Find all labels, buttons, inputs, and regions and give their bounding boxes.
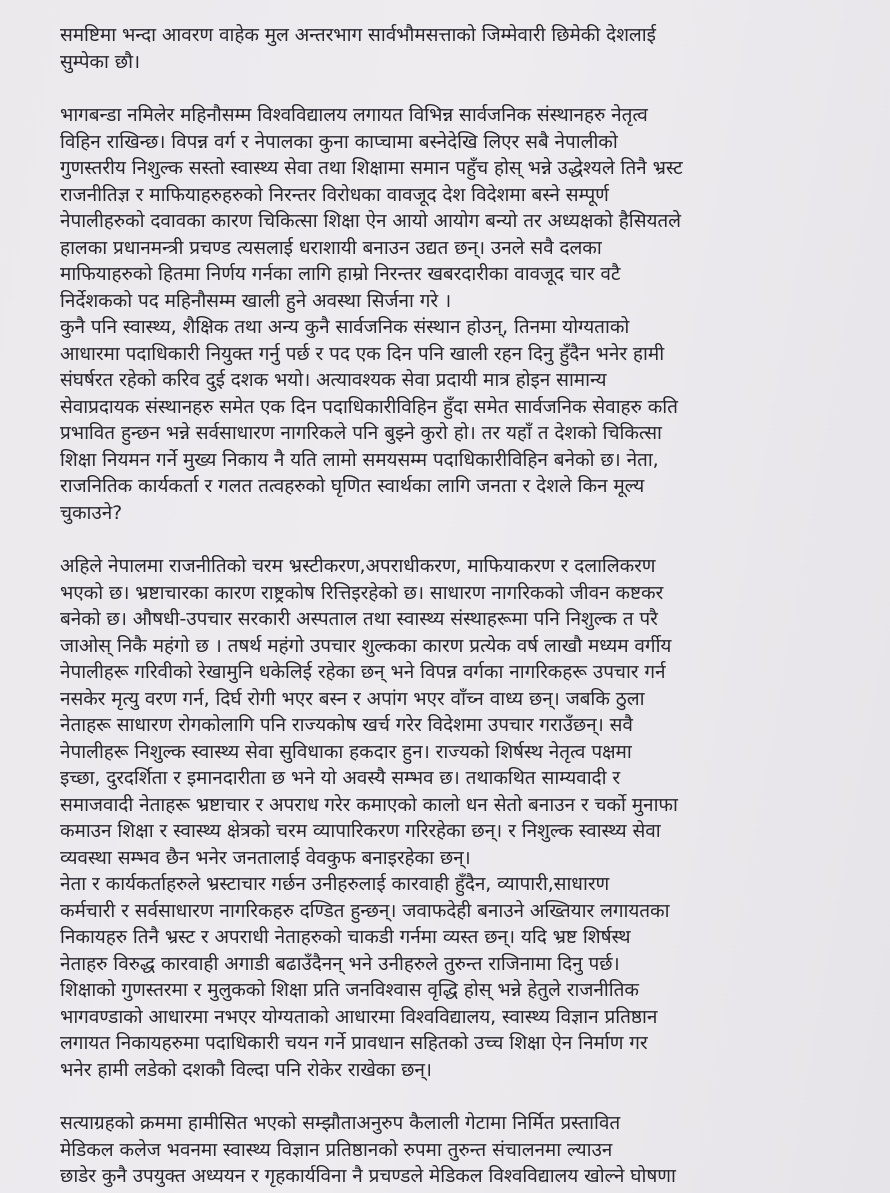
text-line: जाओस् निकै महंगो छ । तषर्थ महंगो उपचार शुल्कका कारण प्रत्येक वर्ष लाखौ मध्यम वर्गीय	[60, 634, 672, 657]
text-line: समाजवादी नेताहरू भ्रष्टाचार र अपराध गरेर कमाएको कालो धन सेतो बनाउन र चर्को मुनाफा	[60, 793, 678, 816]
document-body	[60, 22, 850, 1190]
text-line: आधारमा पदाधिकारी नियुक्त गर्नु पर्छ र पद एक दिन पनि खाली रहन दिनु हुँदैन भनेर हामी	[60, 342, 665, 365]
text-line: नेपालीहरू निशुल्क स्वास्थ्य सेवा सुविधाका हकदार हुन। राज्यको शिर्षस्थ नेतृत्व पक्षमा	[60, 740, 632, 763]
text-line: सुम्पेका छौ।	[60, 50, 140, 73]
text-line: हालका प्रधानमन्त्री प्रचण्ड त्यसलाई धराशायी बनाउन उद्यत छन्। उनले सवै दलका	[60, 236, 602, 259]
text-line: नसकेर मृत्यु वरण गर्न, दिर्घ रोगी भएर बस्न र अपांग भएर वाँच्न वाध्य छन्। जबकि ठुला	[60, 687, 645, 710]
text-line: गुणस्तरीय निशुल्क सस्तो स्वास्थ्य सेवा तथा शिक्षामा समान पहुँच होस् भन्ने उद्धेश्यले तिनै भ्रस्ट	[60, 157, 683, 179]
text-line: कमाउन शिक्षा र स्वास्थ्य क्षेत्रको चरम व्यापारिकरण गरिरहेका छन्। र निशुल्क स्वास्थ्य सेवा	[60, 820, 661, 842]
text-line: नेताहरु विरुद्ध कारवाही अगाडी बढाउँदैनन् भने उनीहरुले तुरुन्त राजिनामा दिनु पर्छ।	[60, 952, 620, 975]
text-line: सेवाप्रदायक संस्थानहरु समेत एक दिन पदाधिकारीविहिन हुँदा समेत सार्वजनिक सेवाहरु कति	[60, 395, 678, 418]
text-line: प्रभावित हुन्छन भन्ने सर्वसाधारण नागरिकले पनि बुझ्ने कुरो हो। तर यहाँ त देशको चिकित्सा	[60, 422, 662, 444]
text-line: भएको छ। भ्रष्टाचारका कारण राष्ट्रकोष रित्तिइरहेको छ। साधारण नागरिकको जीवन कष्टकर	[60, 581, 664, 604]
text-line: बनेको छ। औषधी-उपचार सरकारी अस्पताल तथा स्वास्थ्य संस्थाहरूमा पनि निशुल्क त परै	[60, 608, 658, 630]
text-line: शिक्षा नियमन गर्ने मुख्य निकाय नै यति लामो समयसम्म पदाधिकारीविहिन बनेको छ। नेता,	[60, 448, 659, 471]
text-line: मेडिकल कलेज भवनमा स्वास्थ्य विज्ञान प्रतिष्ठानको रुपमा तुरुन्त संचालनमा ल्याउन	[60, 1138, 613, 1161]
text-line: शिक्षाको गुणस्तरमा र मुलुकको शिक्षा प्रति जनविश्वास वृद्धि होस् भन्ने हेतुले राजनीतिक	[60, 979, 639, 1001]
text-line: भनेर हामी लडेको दशकौ विल्दा पनि रोकेर राखेका छन्।	[60, 1058, 432, 1081]
text-line: सत्याग्रहको क्रममा हामीसित भएको सम्झौताअनुरुप कैलाली गेटामा निर्मित प्रस्तावित	[60, 1112, 621, 1134]
text-line: चुकाउने?	[60, 501, 123, 524]
text-line: निकायहरु तिनै भ्रस्ट र अपराधी नेताहरुको चाकडी गर्नमा व्यस्त छन्। यदि भ्रष्ट शिर्षस्थ	[60, 926, 631, 948]
text-line: निर्देशकको पद महिनौसम्म खाली हुने अवस्था सिर्जना गरे ।	[60, 289, 452, 312]
text-line: राजनीतिज्ञ र माफियाहरुहरुको निरन्तर विरोधका वावजूद देश विदेशमा बस्ने सम्पूर्ण	[60, 183, 609, 206]
paragraph-1	[60, 22, 850, 75]
text-line: छाडेर कुनै उपयुक्त अध्ययन र गृहकार्यविना नै प्रचण्डले मेडिकल विश्वविद्यालय खोल्ने घोषणा	[60, 1165, 676, 1187]
text-line: भागवण्डाको आधारमा नभएर योग्यताको आधारमा विश्वविद्यालय, स्वास्थ्य विज्ञान प्रतिष्ठान	[60, 1005, 658, 1028]
text-line: व्यवस्था सम्भव छैन भनेर जनतालाई वेवकुफ बनाइरहेका छन्।	[60, 846, 471, 869]
paragraph-gap	[60, 526, 850, 553]
paragraph-3	[60, 553, 850, 1083]
text-line: लगायत निकायहरुमा पदाधिकारी चयन गर्ने प्रावधान सहितको उच्च शिक्षा ऐन निर्माण गर	[60, 1032, 648, 1054]
paragraph-2	[60, 102, 850, 526]
text-line: नेपालीहरुको दवावका कारण चिकित्सा शिक्षा ऐन आयो आयोग बन्यो तर अध्यक्षको हैसियतले	[60, 210, 681, 232]
text-line: कुनै पनि स्वास्थ्य, शैक्षिक तथा अन्य कुनै सार्वजनिक संस्थान होउन्, तिनमा योग्यताको	[60, 316, 630, 338]
text-line: इच्छा, दुरदर्शिता र इमानदारीता छ भने यो अवस्यै सम्भव छ। तथाकथित साम्यवादी र	[60, 767, 621, 789]
text-line: भागबन्डा नमिलेर महिनौसम्म विश्वविद्यालय लगायत विभिन्न सार्वजनिक संस्थानहरु नेतृत्व	[60, 104, 648, 126]
text-line: कर्मचारी र सर्वसाधारण नागरिकहरु दण्डित हुन्छन्। जवाफदेही बनाउने अख्तियार लगायतका	[60, 899, 670, 922]
text-line: अहिले नेपालमा राजनीतिको चरम भ्रस्टीकरण,अपराधीकरण, माफियाकरण र दलालिकरण	[60, 555, 656, 577]
text-line: संघर्षरत रहेको करिव दुई दशक भयो। अत्यावश्यक सेवा प्रदायी मात्र होइन सामान्य	[60, 369, 607, 391]
text-line: नेपालीहरू गरिवीको रेखामुनि धकेलिई रहेका छन् भने विपन्न वर्गका नागरिकहरू उपचार गर्न	[60, 661, 666, 683]
paragraph-4	[60, 1110, 850, 1190]
text-line: नेता र कार्यकर्ताहरुले भ्रस्टाचार गर्छन उनीहरुलाई कारवाही हुँदैन, व्यापारी,साधारण	[60, 873, 610, 895]
text-line: माफियाहरुको हितमा निर्णय गर्नका लागि हाम्रो निरन्तर खबरदारीका वावजूद चार वटै	[60, 263, 621, 285]
paragraph-gap	[60, 1083, 850, 1110]
text-line: राजनितिक कार्यकर्ता र गलत तत्वहरुको घृणित स्वार्थका लागि जनता र देशले किन मूल्य	[60, 475, 645, 497]
text-line: समष्टिमा भन्दा आवरण वाहेक मुल अन्तरभाग सार्वभौमसत्ताको जिम्मेवारी छिमेकी देशलाई	[60, 24, 656, 46]
text-line: नेताहरू साधारण रोगकोलागि पनि राज्यकोष खर्च गरेर विदेशमा उपचार गराउँछन्। सवै	[60, 714, 633, 736]
paragraph-gap	[60, 75, 850, 102]
text-line: विहिन राखिन्छ। विपन्न वर्ग र नेपालका कुना काप्चामा बस्नेदेखि लिएर सबै नेपालीको	[60, 130, 618, 153]
